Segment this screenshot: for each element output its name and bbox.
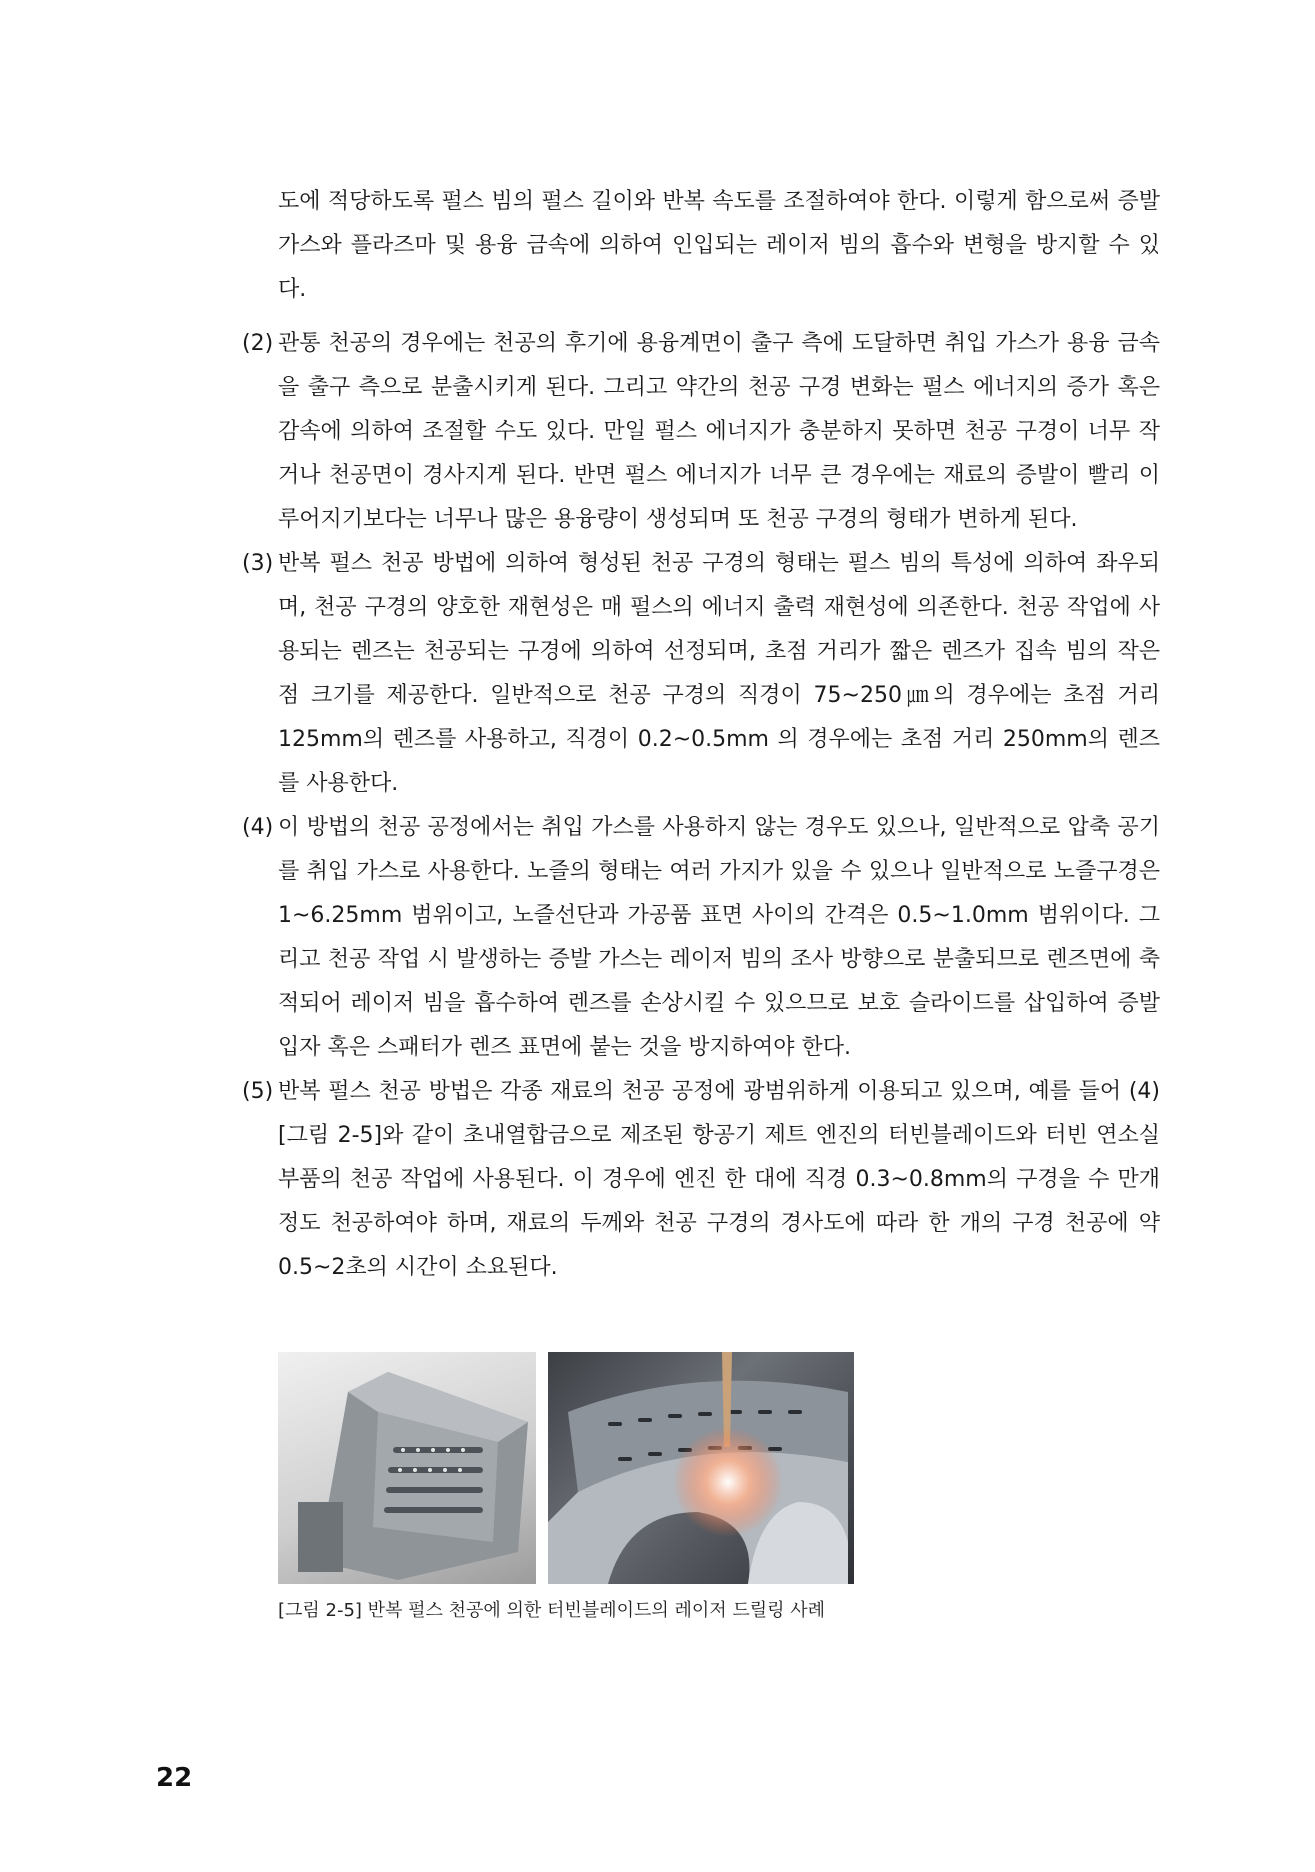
item-text: 반복 펄스 천공 방법은 각종 재료의 천공 공정에 광범위하게 이용되고 있으며, 예를 들어 (4) [그림 2-5]와 같이 초내열합금으로 제조된 항공기 제트 엔진의 터빈블레이드와 터빈 연소실 부품의 천공 작업에 사용된다. 이 경우에 엔진 한 대에 직경 0.3~0.8mm의 구경을 수 만개 정도 천공하여야 하며, 재료의 두께와 천공 구경의 경사도에 따라 한 개의 구경 천공에 약 0.5~2초의 시간이 소요된다. [278, 1079, 1160, 1280]
laser-drilling-photo [548, 1352, 854, 1584]
item-text: 관통 천공의 경우에는 천공의 후기에 용융계면이 출구 측에 도달하면 취입 가스가 용융 금속을 출구 측으로 분출시키게 된다. 그리고 약간의 천공 구경 변화는 펄스 에너지의 증가 혹은 감속에 의하여 조절할 수도 있다. 만일 펄스 에너지가 충분하지 못하면 천공 구경이 너무 작거나 천공면이 경사지게 된다. 반면 펄스 에너지가 너무 큰 경우에는 재료의 증발이 빨리 이루어지기보다는 너무나 많은 용융량이 생성되며 또 천공 구경의 형태가 변하게 된다. [278, 331, 1160, 532]
list-item-2 [242, 322, 1160, 542]
item-number: (3) [242, 551, 274, 576]
list-item-4 [242, 806, 1160, 1070]
item-number: (5) [242, 1079, 274, 1104]
item-text: 이 방법의 천공 공정에서는 취입 가스를 사용하지 않는 경우도 있으나, 일반적으로 압축 공기를 취입 가스로 사용한다. 노즐의 형태는 여러 가지가 있을 수 있으나 일반적으로 노즐구경은 1~6.25mm 범위이고, 노즐선단과 가공품 표면 사이의 간격은 0.5~1.0mm 범위이다. 그리고 천공 작업 시 발생하는 증발 가스는 레이저 빔의 조사 방향으로 분출되므로 렌즈면에 축적되어 레이저 빔을 흡수하여 렌즈를 손상시킬 수 있으므로 보호 슬라이드를 삽입하여 증발 입자 혹은 스패터가 렌즈 표면에 붙는 것을 방지하여야 한다. [278, 815, 1160, 1060]
page-number: 22 [156, 1763, 193, 1793]
item-text: 반복 펄스 천공 방법에 의하여 형성된 천공 구경의 형태는 펄스 빔의 특성에 의하여 좌우되며, 천공 구경의 양호한 재현성은 매 펄스의 에너지 출력 재현성에 의존한다. 천공 작업에 사용되는 렌즈는 천공되는 구경에 의하여 선정되며, 초점 거리가 짧은 렌즈가 집속 빔의 작은 점 크기를 제공한다. 일반적으로 천공 구경의 직경이 75~250㎛의 경우에는 초점 거리 125mm의 렌즈를 사용하고, 직경이 0.2~0.5mm 의 경우에는 초점 거리 250mm의 렌즈를 사용한다. [278, 551, 1160, 796]
figure-2-5 [278, 1352, 854, 1584]
item-number: (4) [242, 815, 274, 840]
list-item-3 [242, 542, 1160, 806]
list-item-5 [242, 1070, 1160, 1290]
turbine-blade-photo [278, 1352, 536, 1584]
item-number: (2) [242, 331, 274, 356]
figure-caption: [그림 2-5] 반복 펄스 천공에 의한 터빈블레이드의 레이저 드릴링 사례 [278, 1600, 826, 1621]
intro-paragraph: 도에 적당하도록 펄스 빔의 펄스 길이와 반복 속도를 조절하여야 한다. 이렇게 함으로써 증발 가스와 플라즈마 및 용융 금속에 의하여 인입되는 레이저 빔의 흡수와 변형을 방지할 수 있다. [278, 189, 1160, 302]
